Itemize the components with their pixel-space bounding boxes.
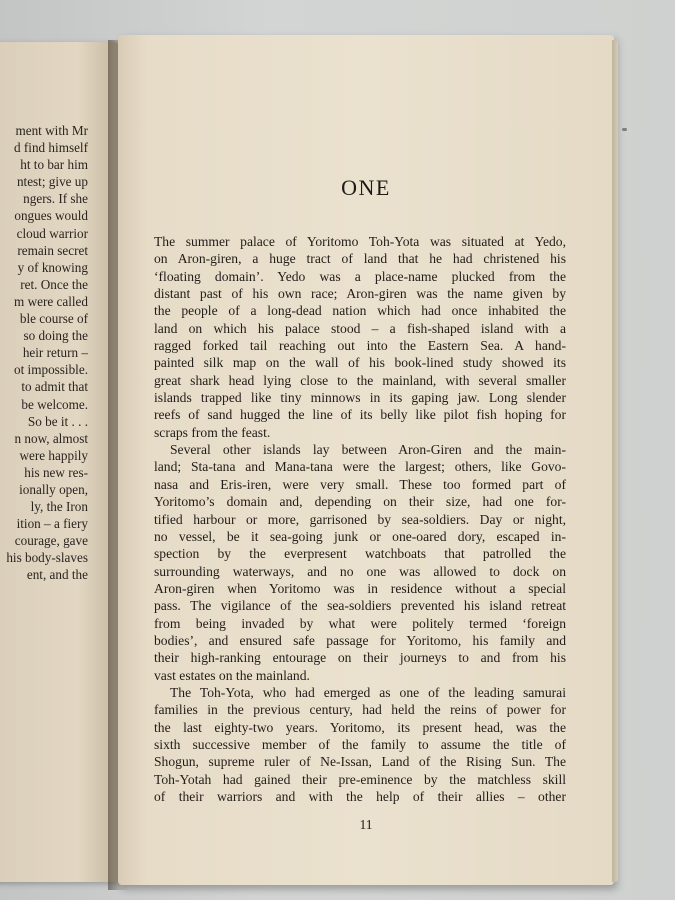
text-line: Yoritomo’s domain and, depending on their size, had one for- xyxy=(154,494,566,510)
left-page-line: ly, the Iron xyxy=(30,499,88,515)
text-line: pass. The vigilance of the sea-soldiers prevented his island retreat xyxy=(154,598,566,614)
text-line: the people of a long-dead nation which had once inhabited the xyxy=(154,303,566,319)
text-line: Shogun, supreme ruler of Ne-Issan, Land of the Rising Sun. The xyxy=(154,754,566,770)
background-speck xyxy=(622,128,627,131)
text-line: islands trapped like tiny minnows in its gaping jaw. Long slender xyxy=(154,390,566,406)
left-page-line: So be it . . . xyxy=(27,413,88,429)
left-page-text xyxy=(0,122,88,584)
text-line: Several other islands lay between Aron-Giren and the main- xyxy=(170,442,566,458)
left-page-line: y of knowing xyxy=(17,259,88,275)
text-line: spection by the everpresent watchboats that patrolled the xyxy=(154,546,566,562)
left-page-line: be welcome. xyxy=(21,396,88,412)
left-page-line: remain secret xyxy=(17,242,88,258)
text-line: land; Sta-tana and Mana-tana were the largest; others, like Govo- xyxy=(154,459,566,475)
text-line: tified harbour or more, garrisoned by sea-soldiers. Day or night, xyxy=(154,511,566,527)
left-page-line: ent, and the xyxy=(26,567,88,583)
left-page-line: ot impossible. xyxy=(14,362,88,378)
left-page-line: ret. Once the xyxy=(20,276,88,292)
left-page-line: courage, gave xyxy=(14,533,88,549)
left-page xyxy=(0,42,120,882)
text-line: ragged forked tail reaching out into the Eastern Sea. A hand- xyxy=(154,338,566,354)
body-text xyxy=(154,233,566,805)
left-page-line: were happily xyxy=(19,447,88,463)
text-line: reefs of sand hugged the line of its belly like pilot fish hoping for xyxy=(154,407,566,423)
left-page-line: ment with Mr xyxy=(15,123,88,138)
text-line: bodies’, and ensured safe passage for Yoritomo, his family and xyxy=(154,632,566,648)
page-edge xyxy=(612,40,618,882)
text-line: The Toh-Yota, who had emerged as one of the leading samurai xyxy=(170,684,566,700)
left-page-line: m were called xyxy=(14,293,88,309)
left-page-line: so doing the xyxy=(23,328,88,344)
left-page-line: ionally open, xyxy=(19,481,88,497)
left-page-line: cloud warrior xyxy=(16,225,88,241)
text-line: Toh-Yotah had gained their pre-eminence by the matchless skill xyxy=(154,771,566,787)
text-line: The summer palace of Yoritomo Toh-Yota was situated at Yedo, xyxy=(154,234,566,249)
text-line: great shark head lying close to the mainland, with several smaller xyxy=(154,372,566,388)
text-line: sixth successive member of the family to assume the title of xyxy=(154,736,566,752)
text-line: from being invaded by what were politely termed ‘foreign xyxy=(154,615,566,631)
text-line: distant past of his own race; Aron-giren was the name given by xyxy=(154,286,566,302)
text-line: land on which his palace stood – a fish-shaped island with a xyxy=(154,320,566,336)
left-page-line: d find himself xyxy=(14,140,88,156)
text-line: ‘floating domain’. Yedo was a place-name plucked from the xyxy=(154,268,566,284)
left-page-line: ntest; give up xyxy=(16,174,88,190)
left-page-line: ongues would xyxy=(14,208,88,224)
text-line: families in the previous century, had held the reins of power for xyxy=(154,702,566,718)
text-line: the last eighty-two years. Yoritomo, its present head, was the xyxy=(154,719,566,735)
text-line: Aron-giren when Yoritomo was in residence without a special xyxy=(154,580,566,596)
chapter-title: ONE xyxy=(341,175,391,200)
left-page-line: to admit that xyxy=(21,379,88,395)
left-page-line: his new res- xyxy=(24,464,88,480)
right-page xyxy=(118,35,614,885)
text-line: vast estates on the mainland. xyxy=(154,667,310,683)
text-line: of their warriors and with the help of their allies – other xyxy=(154,789,566,804)
text-line: surrounding waterways, and no one was allowed to dock on xyxy=(154,563,566,579)
page-number: 11 xyxy=(359,817,373,832)
text-line: their high-ranking entourage on their journeys to and from his xyxy=(154,650,566,666)
left-page-line: ngers. If she xyxy=(23,191,88,207)
left-page-line: n now, almost xyxy=(14,430,88,446)
text-line: nasa and Eris-iren, were very small. These too formed part of xyxy=(154,476,566,492)
left-page-line: ble course of xyxy=(19,311,88,327)
text-line: scraps from the feast. xyxy=(154,424,271,440)
left-page-line: ht to bar him xyxy=(20,157,88,173)
left-page-line: his body-slaves xyxy=(6,550,88,566)
text-line: on Aron-giren, a huge tract of land that he had christened his xyxy=(154,251,566,267)
text-line: no vessel, be it sea-going junk or one-oared dory, escaped in- xyxy=(154,528,566,544)
left-page-line: heir return – xyxy=(22,345,88,361)
left-page-line: ition – a fiery xyxy=(16,516,88,532)
text-line: painted silk map on the wall of his book-lined study showed its xyxy=(154,355,566,371)
